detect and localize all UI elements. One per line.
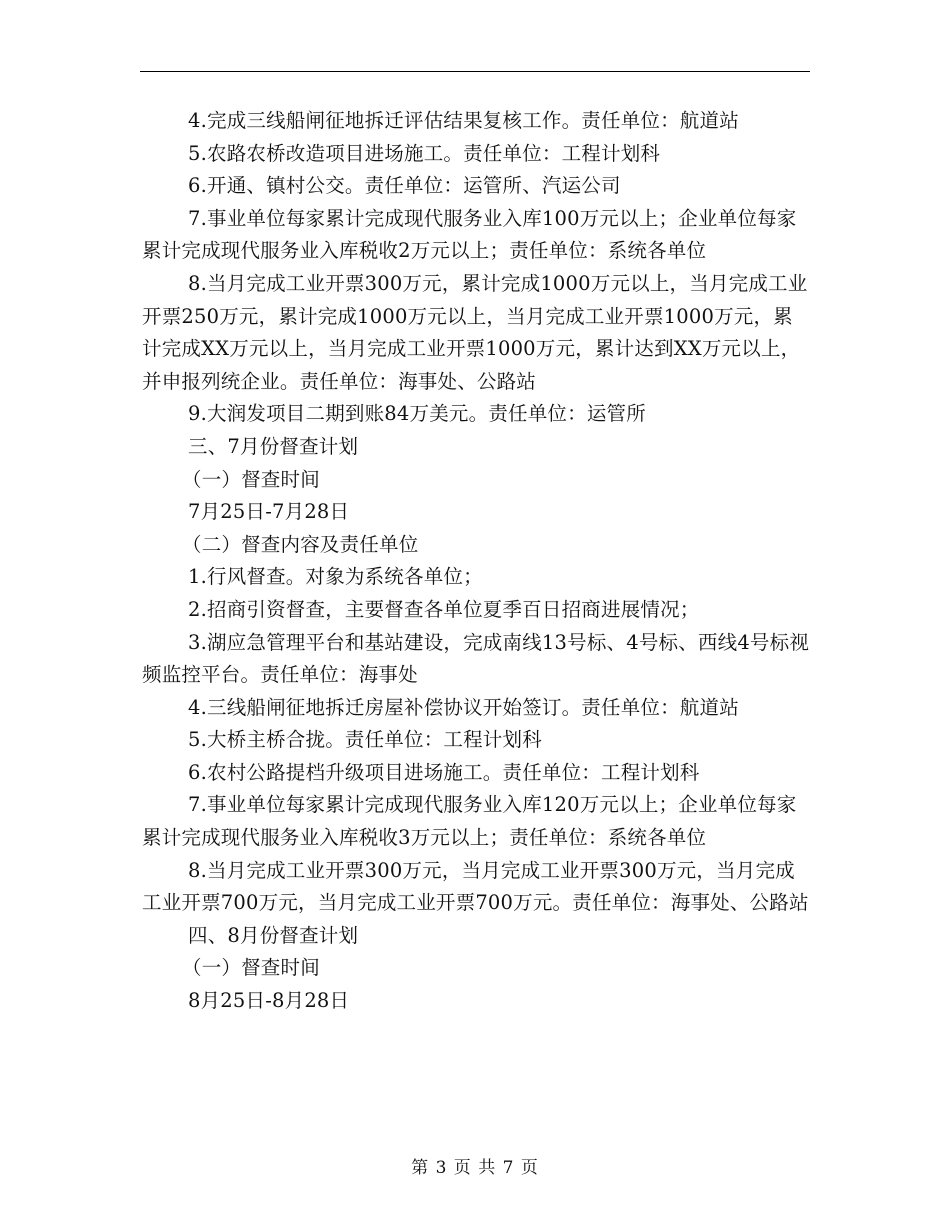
- paragraph: 4.三线船闸征地拆迁房屋补偿协议开始签订。责任单位：航道站: [188, 695, 739, 719]
- paragraph: 7.事业单位每家累计完成现代服务业入库120万元以上；企业单位每家累计完成现代服务业入库税收3万元以上；责任单位：系统各单位: [142, 793, 797, 850]
- subsection-heading: （二）督查内容及责任单位: [182, 532, 419, 556]
- subsection-heading: （一）督查时间: [182, 467, 320, 491]
- paragraph: 7.事业单位每家累计完成现代服务业入库100万元以上；企业单位每家累计完成现代服务业入库税收2万元以上；责任单位：系统各单位: [142, 206, 797, 263]
- date-range: 8月25日-8月28日: [188, 989, 350, 1013]
- paragraph: 3.湖应急管理平台和基站建设，完成南线13号标、4号标、西线4号标视频监控平台。责任单位：海事处: [142, 630, 810, 687]
- paragraph: 5.农路农桥改造项目进场施工。责任单位：工程计划科: [188, 141, 661, 165]
- paragraph: 6.开通、镇村公交。责任单位：运管所、汽运公司: [188, 174, 621, 198]
- section-heading: 四、8月份督查计划: [188, 923, 359, 947]
- paragraph: 9.大润发项目二期到账84万美元。责任单位：运管所: [188, 402, 646, 426]
- paragraph: 4.完成三线船闸征地拆迁评估结果复核工作。责任单位：航道站: [188, 109, 739, 132]
- paragraph: 2.招商引资督查，主要督查各单位夏季百日招商进展情况；: [188, 597, 700, 621]
- paragraph: 1.行风督查。对象为系统各单位；: [188, 565, 483, 589]
- document-body: [142, 105, 810, 1018]
- paragraph: 5.大桥主桥合拢。责任单位：工程计划科: [188, 728, 542, 752]
- section-heading: 三、7月份督查计划: [188, 434, 359, 458]
- paragraph: 6.农村公路提档升级项目进场施工。责任单位：工程计划科: [188, 760, 700, 784]
- subsection-heading: （一）督查时间: [182, 956, 320, 980]
- page-footer: 第 3 页 共 7 页: [411, 1158, 539, 1178]
- header-rule: [140, 71, 810, 72]
- paragraph: 8.当月完成工业开票300万元，累计完成1000万元以上，当月完成工业开票250万元，累计完成1000万元以上，当月完成工业开票1000万元，累计完成XX万元以上，当月完成工业开票1000万元，累计达到XX万元以上，并申报列统企业。责任单位：海事处、公路站: [142, 271, 808, 393]
- paragraph: 8.当月完成工业开票300万元，当月完成工业开票300万元，当月完成工业开票700万元，当月完成工业开票700万元。责任单位：海事处、公路站: [142, 858, 809, 915]
- date-range: 7月25日-7月28日: [188, 500, 350, 524]
